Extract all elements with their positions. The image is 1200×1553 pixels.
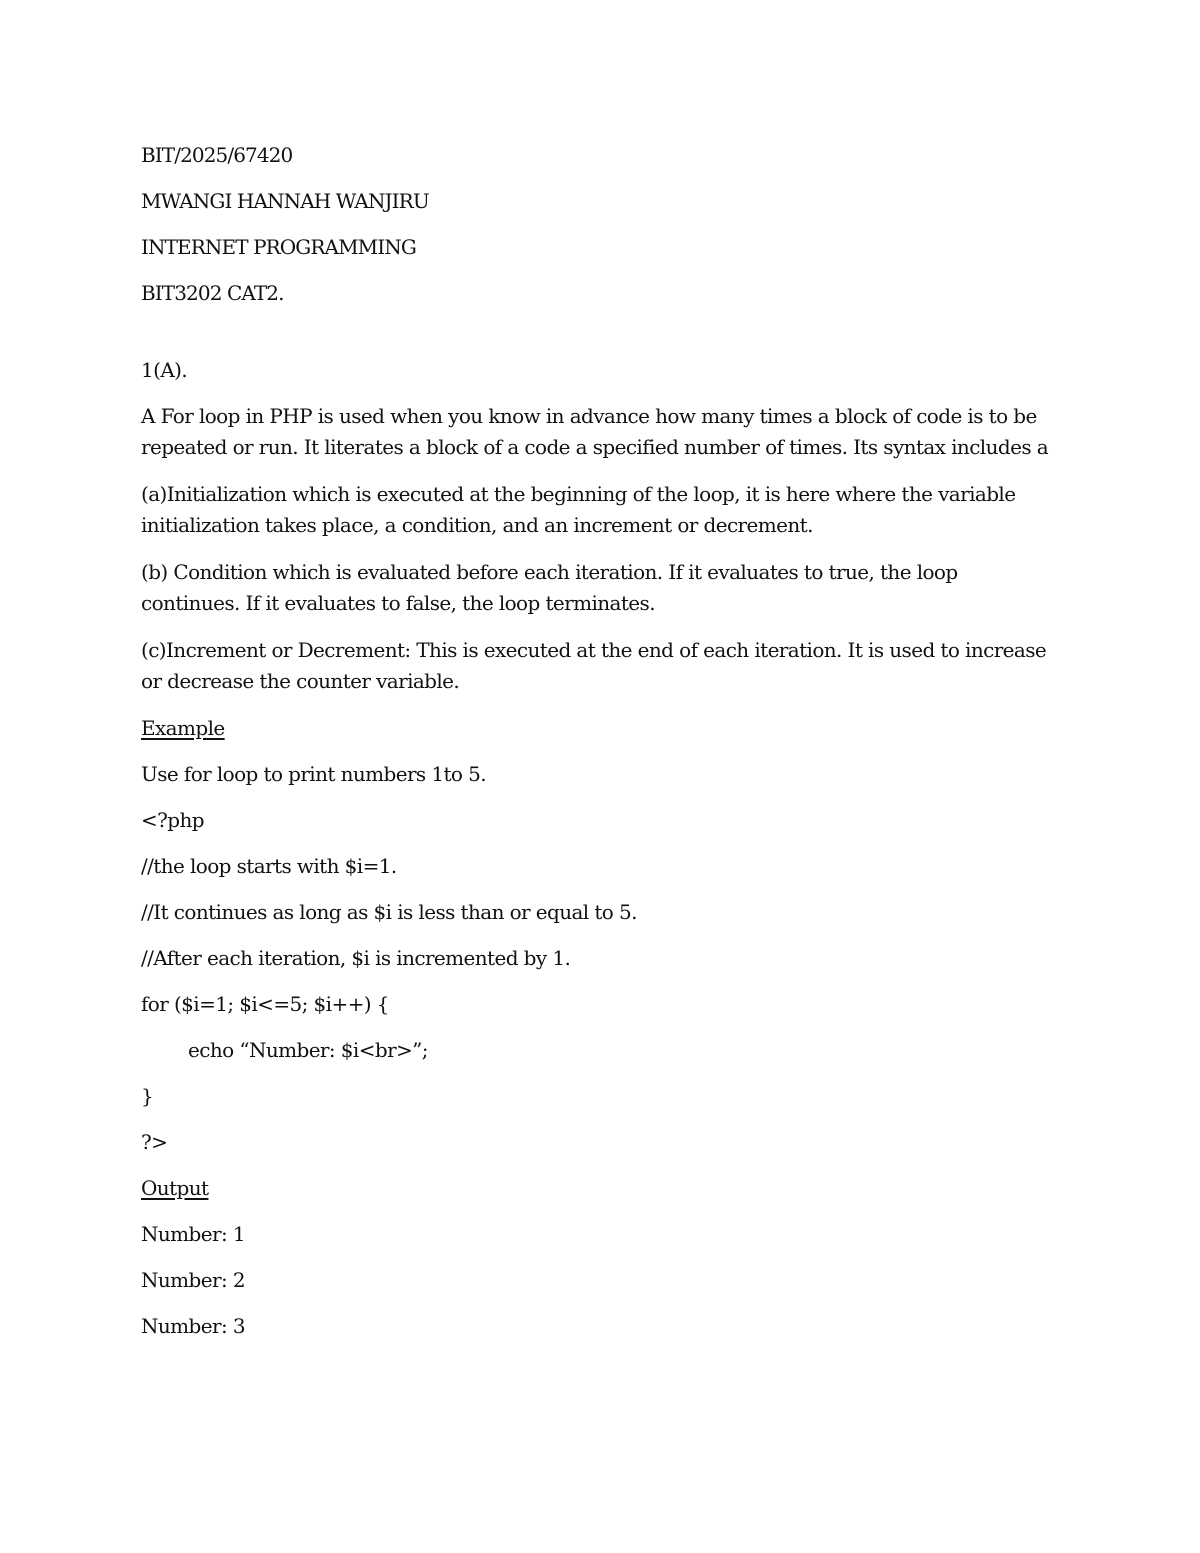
code-comment-1: //the loop starts with $i=1. <box>141 854 397 878</box>
course-title: INTERNET PROGRAMMING <box>141 235 416 259</box>
question-number: 1(A). <box>141 358 188 382</box>
code-close-tag: ?> <box>141 1130 168 1154</box>
code-echo-line: echo “Number: $i<br>”; <box>188 1038 428 1062</box>
output-heading: Output <box>141 1176 209 1200</box>
document-body <box>141 140 1061 1357</box>
output-line-2: Number: 2 <box>141 1268 245 1292</box>
student-name: MWANGI HANNAH WANJIRU <box>141 189 429 213</box>
output-line-3: Number: 3 <box>141 1314 245 1338</box>
registration-number: BIT/2025/67420 <box>141 143 293 167</box>
code-for-line: for ($i=1; $i<=5; $i++) { <box>141 992 389 1016</box>
question-intro: A For loop in PHP is used when you know in advance how many times a block of code is to be repeated or run. It literates a block of a code a specified number of times. Its syntax includes a <box>141 404 1049 459</box>
question-part-b: (b) Condition which is evaluated before each iteration. If it evaluates to true, the loop continues. If it evaluates to false, the loop terminates. <box>141 560 958 615</box>
code-comment-2: //It continues as long as $i is less than or equal to 5. <box>141 900 637 924</box>
code-open-tag: <?php <box>141 808 204 832</box>
question-part-c: (c)Increment or Decrement: This is executed at the end of each iteration. It is used to increase or decrease the counter variable. <box>141 638 1047 693</box>
unit-code: BIT3202 CAT2. <box>141 281 284 305</box>
code-close-brace: } <box>141 1084 154 1108</box>
code-comment-3: //After each iteration, $i is incremented by 1. <box>141 946 571 970</box>
example-description: Use for loop to print numbers 1to 5. <box>141 762 486 786</box>
output-line-1: Number: 1 <box>141 1222 245 1246</box>
example-heading: Example <box>141 716 225 740</box>
question-part-a: (a)Initialization which is executed at the beginning of the loop, it is here where the variable initialization takes place, a condition, and an increment or decrement. <box>141 482 1016 537</box>
